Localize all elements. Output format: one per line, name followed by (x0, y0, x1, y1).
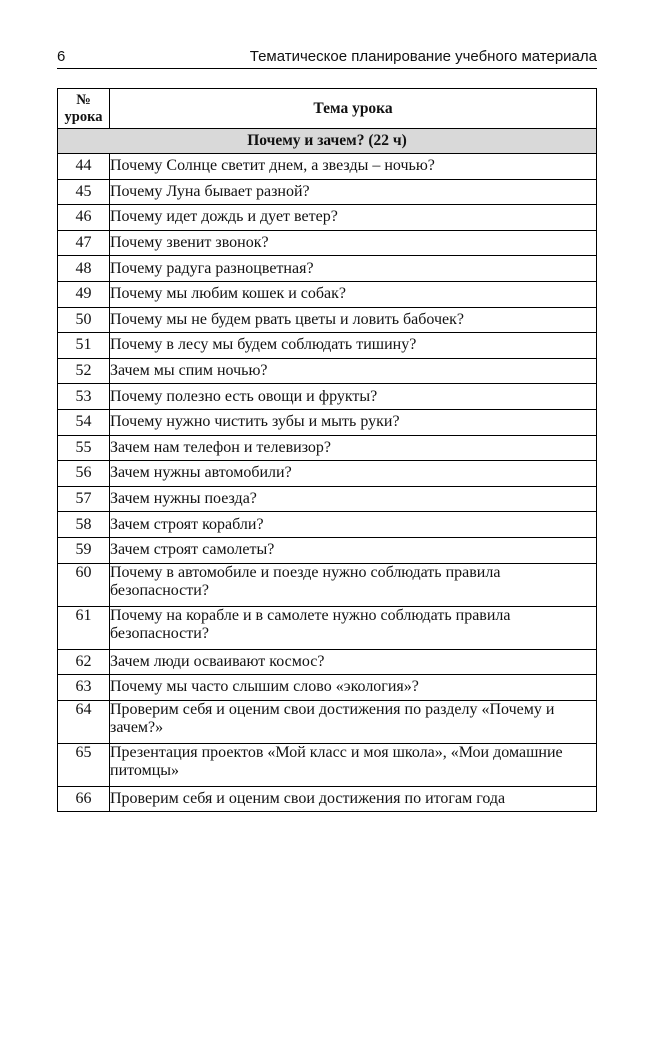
lesson-number: 53 (58, 384, 110, 410)
lesson-number: 63 (58, 675, 110, 701)
table-row (58, 700, 597, 743)
lesson-number: 64 (58, 700, 110, 743)
lesson-topic: Проверим себя и оценим свои достижения по разделу «Почему и зачем?» (110, 700, 597, 743)
column-header-lesson-number (58, 89, 110, 129)
lesson-number: 49 (58, 281, 110, 307)
table-row (58, 384, 597, 410)
section-row (58, 129, 597, 154)
lesson-topic: Зачем нужны автомобили? (110, 461, 597, 487)
lesson-number: 44 (58, 154, 110, 180)
lesson-number: 61 (58, 606, 110, 649)
table-row (58, 486, 597, 512)
lesson-topic: Почему Луна бывает разной? (110, 179, 597, 205)
lesson-plan-table (57, 88, 597, 812)
lesson-number: 59 (58, 537, 110, 563)
lesson-topic: Почему на корабле и в самолете нужно соблюдать правила безопасности? (110, 606, 597, 649)
table-row (58, 230, 597, 256)
table-row (58, 743, 597, 786)
running-title: Тематическое планирование учебного материала (249, 48, 597, 65)
lesson-number: 62 (58, 649, 110, 675)
table-row (58, 512, 597, 538)
lesson-number: 65 (58, 743, 110, 786)
table-row (58, 256, 597, 282)
table-row (58, 435, 597, 461)
lesson-number: 47 (58, 230, 110, 256)
table-row (58, 154, 597, 180)
table-row (58, 409, 597, 435)
lesson-number: 46 (58, 205, 110, 231)
table-row (58, 649, 597, 675)
lesson-topic: Зачем нужны поезда? (110, 486, 597, 512)
section-title: Почему и зачем? (22 ч) (58, 129, 597, 154)
lesson-number: 57 (58, 486, 110, 512)
lesson-number: 54 (58, 409, 110, 435)
lesson-topic: Презентация проектов «Мой класс и моя школа», «Мои домашние питомцы» (110, 743, 597, 786)
lesson-topic: Почему радуга разноцветная? (110, 256, 597, 282)
table-header-row (58, 89, 597, 129)
table-row (58, 179, 597, 205)
lesson-number: 56 (58, 461, 110, 487)
lesson-number: 51 (58, 333, 110, 359)
lesson-number: 45 (58, 179, 110, 205)
table-row (58, 786, 597, 812)
lesson-topic: Почему мы часто слышим слово «экология»? (110, 675, 597, 701)
table-row (58, 563, 597, 606)
lesson-topic: Почему Солнце светит днем, а звезды – ночью? (110, 154, 597, 180)
table-row (58, 675, 597, 701)
lesson-number: 66 (58, 786, 110, 812)
lesson-number: 50 (58, 307, 110, 333)
lesson-number: 58 (58, 512, 110, 538)
table-row (58, 537, 597, 563)
table-row (58, 606, 597, 649)
column-header-number-sign: № (76, 91, 91, 108)
lesson-number: 60 (58, 563, 110, 606)
lesson-topic: Почему полезно есть овощи и фрукты? (110, 384, 597, 410)
table-row (58, 333, 597, 359)
lesson-topic: Зачем строят корабли? (110, 512, 597, 538)
page-header (57, 46, 597, 69)
lesson-topic: Зачем нам телефон и телевизор? (110, 435, 597, 461)
lesson-topic: Почему звенит звонок? (110, 230, 597, 256)
lesson-number: 48 (58, 256, 110, 282)
table-row (58, 205, 597, 231)
lesson-topic: Почему идет дождь и дует ветер? (110, 205, 597, 231)
lesson-topic: Почему мы не будем рвать цветы и ловить бабочек? (110, 307, 597, 333)
lesson-number: 52 (58, 358, 110, 384)
lesson-topic: Почему в лесу мы будем соблюдать тишину? (110, 333, 597, 359)
lesson-topic: Зачем люди осваивают космос? (110, 649, 597, 675)
table-row (58, 461, 597, 487)
lesson-topic: Зачем строят самолеты? (110, 537, 597, 563)
lesson-topic: Почему в автомобиле и поезде нужно соблюдать правила безопасности? (110, 563, 597, 606)
table-row (58, 358, 597, 384)
lesson-number: 55 (58, 435, 110, 461)
column-header-topic: Тема урока (110, 89, 597, 129)
lesson-topic: Зачем мы спим ночью? (110, 358, 597, 384)
table-row (58, 281, 597, 307)
column-header-lesson-word: урока (64, 108, 103, 125)
lesson-topic: Почему нужно чистить зубы и мыть руки? (110, 409, 597, 435)
table-row (58, 307, 597, 333)
lesson-topic: Проверим себя и оценим свои достижения по итогам года (110, 786, 597, 812)
lesson-topic: Почему мы любим кошек и собак? (110, 281, 597, 307)
page-number: 6 (57, 48, 66, 65)
